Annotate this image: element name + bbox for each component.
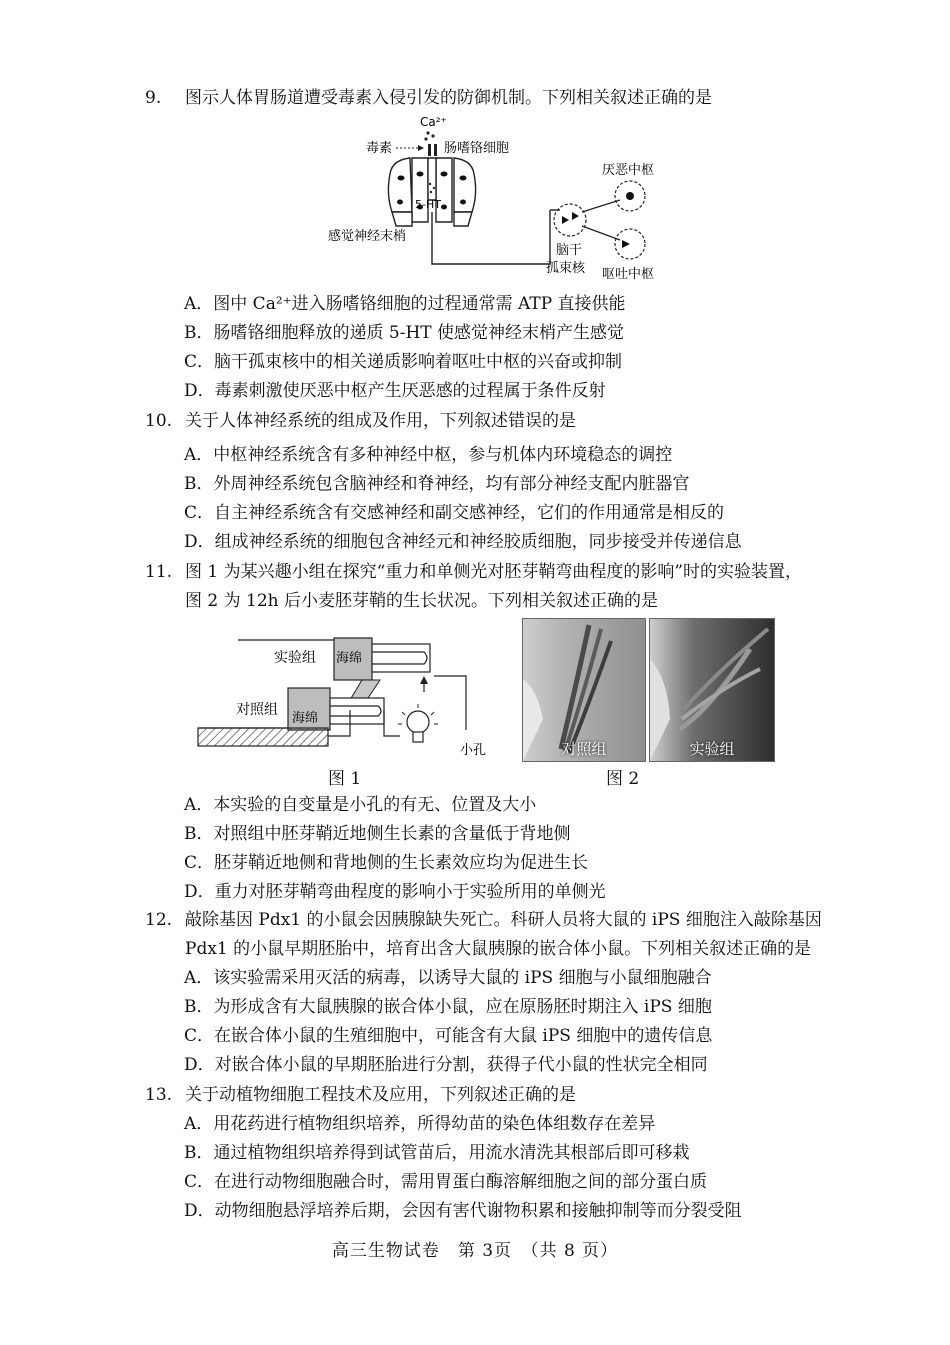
question-number: 13. xyxy=(145,1085,173,1105)
ec-cell-label: 肠嗜铬细胞 xyxy=(444,141,510,156)
question-text: 图 1 为某兴趣小组在探究“重力和单侧光对胚芽鞘弯曲程度的影响”时的实验装置， xyxy=(185,562,803,582)
aversion-center-label: 厌恶中枢 xyxy=(602,163,655,178)
control-group-label: 对照组 xyxy=(236,702,278,718)
q12-option-d: D．对嵌合体小鼠的早期胚胎进行分割，获得子代小鼠的性状完全相同 xyxy=(184,1055,708,1075)
q9-option-a: A．图中 Ca²⁺进入肠嗜铬细胞的过程通常需 ATP 直接供能 xyxy=(184,294,626,314)
question-number: 10. xyxy=(145,411,173,431)
page-footer: 高三生物试卷 第 3页 （共 8 页） xyxy=(331,1241,619,1261)
figure-2-caption: 图 2 xyxy=(606,769,640,789)
question-13-stem xyxy=(145,1081,576,1110)
question-9-stem xyxy=(145,84,712,113)
question-number: 12. xyxy=(145,910,173,930)
small-hole-label: 小孔 xyxy=(460,743,487,758)
q13-option-a: A．用花药进行植物组织培养，所得幼苗的染色体组数存在差异 xyxy=(184,1114,656,1134)
q11-option-d: D．重力对胚芽鞘弯曲程度的影响小于实验所用的单侧光 xyxy=(184,882,606,902)
experimental-group-label: 实验组 xyxy=(274,650,316,666)
q11-option-b: B．对照组中胚芽鞘近地侧生长素的含量低于背地侧 xyxy=(184,824,571,844)
q10-option-d: D．组成神经系统的细胞包含神经元和神经胶质细胞，同步接受并传递信息 xyxy=(184,532,742,552)
question-10-stem xyxy=(145,407,576,436)
question-number: 11. xyxy=(145,562,173,582)
q12-option-c: C．在嵌合体小鼠的生殖细胞中，可能含有大鼠 iPS 细胞中的遗传信息 xyxy=(184,1026,713,1046)
q13-option-b: B．通过植物组织培养得到试管苗后，用流水清洗其根部后即可移栽 xyxy=(184,1143,690,1163)
question-12-stem-line2: Pdx1 的小鼠早期胚胎中，培育出含大鼠胰腺的嵌合体小鼠。下列相关叙述正确的是 xyxy=(185,939,812,959)
control-group-photo xyxy=(522,618,646,762)
q9-option-d: D．毒素刺激使厌恶中枢产生厌恶感的过程属于条件反射 xyxy=(184,381,606,401)
figure-1-caption: 图 1 xyxy=(328,769,362,789)
toxin-label: 毒素 xyxy=(366,141,393,156)
q13-option-c: C．在进行动物细胞融合时，需用胃蛋白酶溶解细胞之间的部分蛋白质 xyxy=(184,1172,708,1192)
question-text: 敲除基因 Pdx1 的小鼠会因胰腺缺失死亡。科研人员将大鼠的 iPS 细胞注入敲除基因 xyxy=(185,910,822,930)
brainstem-label-2: 孤束核 xyxy=(546,261,586,276)
q11-option-c: C．胚芽鞘近地侧和背地侧的生长素效应均为促进生长 xyxy=(184,853,589,873)
defense-mechanism-diagram xyxy=(320,112,680,284)
control-group-photo-label: 对照组 xyxy=(561,740,607,758)
question-text: 图示人体胃肠道遭受毒素入侵引发的防御机制。下列相关叙述正确的是 xyxy=(185,88,712,108)
experimental-group-photo xyxy=(649,618,775,762)
question-11-stem-line2: 图 2 为 12h 后小麦胚芽鞘的生长状况。下列相关叙述正确的是 xyxy=(185,591,659,611)
q9-option-b: B．肠嗜铬细胞释放的递质 5-HT 使感觉神经末梢产生感觉 xyxy=(184,323,625,343)
question-12-stem xyxy=(145,906,822,935)
figure-1-apparatus xyxy=(194,630,514,760)
q9-option-c: C．脑干孤束核中的相关递质影响着呕吐中枢的兴奋或抑制 xyxy=(184,352,623,372)
sponge-label-1: 海绵 xyxy=(336,651,363,666)
experimental-group-photo-label: 实验组 xyxy=(689,740,735,758)
brainstem-label-1: 脑干 xyxy=(556,243,583,258)
vomiting-center-label: 呕吐中枢 xyxy=(602,267,655,282)
sensory-nerve-label: 感觉神经末梢 xyxy=(328,229,407,244)
q12-option-b: B．为形成含有大鼠胰腺的嵌合体小鼠，应在原肠胚时期注入 iPS 细胞 xyxy=(184,997,712,1017)
sponge-label-2: 海绵 xyxy=(292,711,319,726)
q10-option-c: C．自主神经系统含有交感神经和副交感神经，它们的作用通常是相反的 xyxy=(184,503,725,523)
question-number: 9. xyxy=(145,88,162,108)
q10-option-a: A．中枢神经系统含有多种神经中枢，参与机体内环境稳态的调控 xyxy=(184,445,673,465)
ca-label: Ca²⁺ xyxy=(420,115,447,129)
question-11-stem xyxy=(145,558,802,587)
question-text: 关于人体神经系统的组成及作用，下列叙述错误的是 xyxy=(185,411,576,431)
serotonin-label: 5-HT xyxy=(415,198,441,211)
q12-option-a: A．该实验需采用灭活的病毒，以诱导大鼠的 iPS 细胞与小鼠细胞融合 xyxy=(184,968,712,988)
q13-option-d: D．动物细胞悬浮培养后期，会因有害代谢物积累和接触抑制等而分裂受阻 xyxy=(184,1201,742,1221)
q11-option-a: A．本实验的自变量是小孔的有无、位置及大小 xyxy=(184,795,537,815)
question-text: 关于动植物细胞工程技术及应用，下列叙述正确的是 xyxy=(185,1085,576,1105)
q10-option-b: B．外周神经系统包含脑神经和脊神经，均有部分神经支配内脏器官 xyxy=(184,474,690,494)
